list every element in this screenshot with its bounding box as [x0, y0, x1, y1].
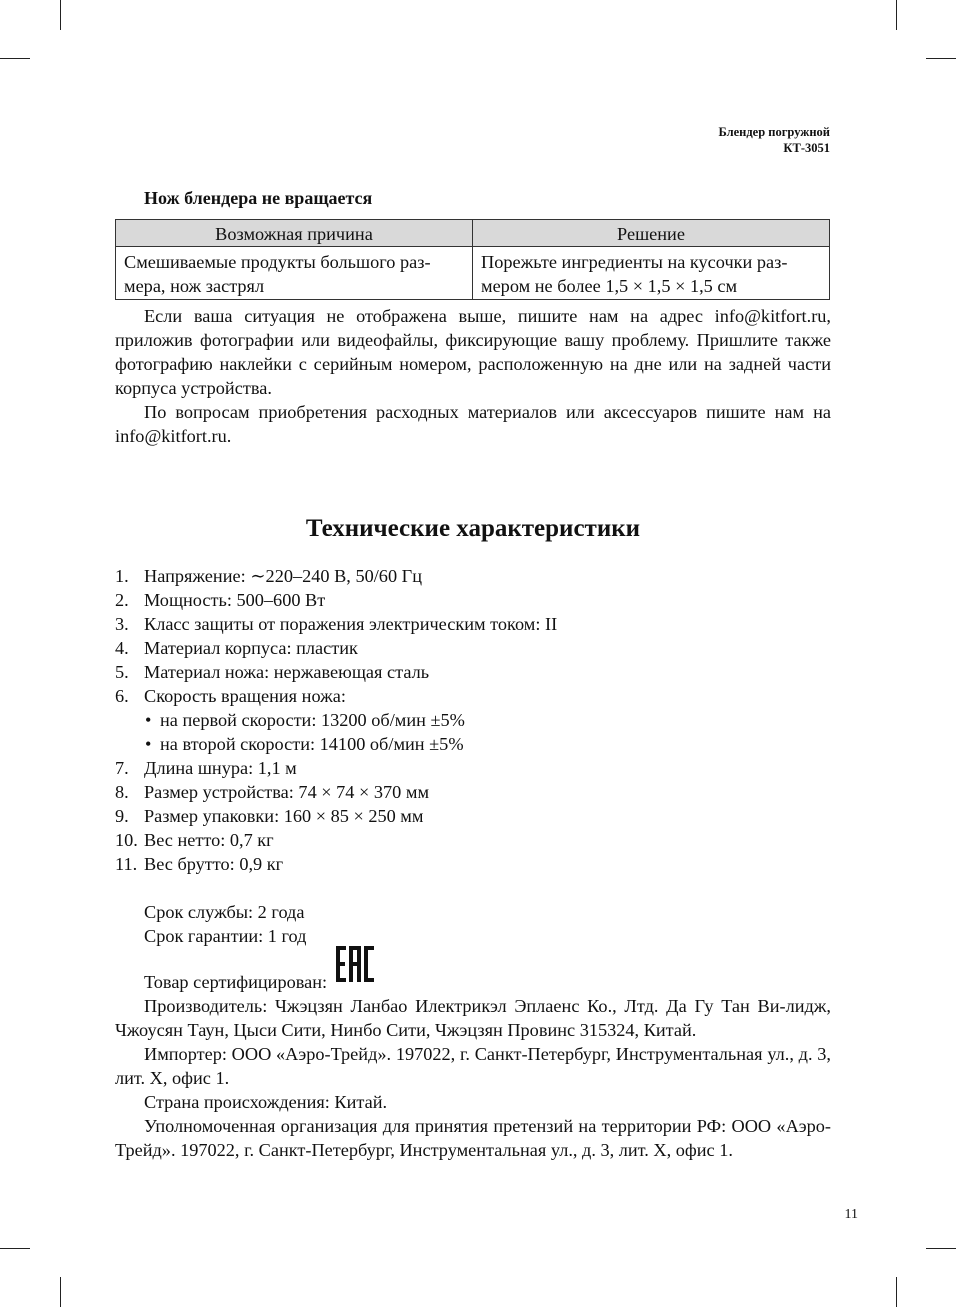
table-header-row	[116, 220, 830, 247]
troubleshooting-table	[115, 219, 830, 300]
header-model: КТ-3051	[783, 141, 830, 155]
spec-list	[115, 564, 831, 708]
spec-item: 11. Вес брутто: 0,9 кг	[115, 854, 284, 874]
page-number: 11	[844, 1207, 858, 1222]
spec-item: 5. Материал ножа: нержавеющая сталь	[115, 662, 430, 682]
header-product: Блендер погружной	[718, 125, 830, 139]
manufacturer-info: Производитель: Чжэцзян Ланбао Илектрикэл Эплаенс Ко., Лтд. Да Гу Тан Ви-лидж, Чжоусян Таун, Цыси Сити, Нинбо Сити, Чжэцзян Провинс 315324, Китай.	[115, 996, 831, 1040]
crop-mark	[60, 1277, 61, 1307]
speed-item: • на первой скорости: 13200 об/мин ±5%	[145, 710, 465, 730]
service-info	[115, 900, 831, 1162]
section-title: Нож блендера не вращается	[144, 188, 373, 208]
contact-paragraph: Если ваша ситуация не отображена выше, пишите нам на адрес info@kitfort.ru, приложив фотографии или видеофайлы, фиксирующие вашу проблему. Пришлите также фотографию наклейки с серийным номером, расположенную на дне или на задней части корпуса устройства.	[115, 306, 831, 398]
spec-item: 7. Длина шнура: 1,1 м	[115, 758, 297, 778]
crop-mark	[0, 1248, 30, 1249]
spec-item: 4. Материал корпуса: пластик	[115, 638, 358, 658]
table-row	[116, 247, 830, 300]
bullet-icon: •	[145, 710, 152, 730]
spec-item: 3. Класс защиты от поражения электрическим током: II	[115, 614, 558, 634]
page-content	[115, 186, 831, 1162]
eac-mark-icon	[335, 945, 375, 989]
running-header	[718, 124, 830, 156]
speed-sublist	[115, 708, 831, 756]
spec-item: 6. Скорость вращения ножа:	[115, 686, 346, 706]
spec-item: 1. Напряжение: ∼220–240 В, 50/60 Гц	[115, 566, 423, 586]
spec-item: 8. Размер устройства: 74 × 74 × 370 мм	[115, 782, 430, 802]
crop-mark	[926, 1248, 956, 1249]
crop-mark	[0, 58, 30, 59]
certification-label: Товар сертифицирован:	[144, 972, 328, 992]
spec-item: 9. Размер упаковки: 160 × 85 × 250 мм	[115, 806, 424, 826]
table-cell-cause: Смешиваемые продукты большого раз-мера, нож застрял	[116, 247, 473, 300]
certification-row	[115, 948, 831, 994]
authorized-organization: Уполномоченная организация для принятия претензий на территории РФ: ООО «Аэро-Трейд». 197022, г. Санкт-Петербург, Инструментальная ул., д. 3, лит. Х, офис 1.	[115, 1116, 831, 1160]
tech-specs-title: Технические характеристики	[305, 515, 641, 542]
country-of-origin: Страна происхождения: Китай.	[144, 1092, 388, 1112]
speed-item: • на второй скорости: 14100 об/мин ±5%	[145, 734, 464, 754]
bullet-icon: •	[145, 734, 152, 754]
spec-item: 2. Мощность: 500–600 Вт	[115, 590, 326, 610]
table-cell-solution: Порежьте ингредиенты на кусочки раз-мером не более 1,5 × 1,5 × 1,5 см	[473, 247, 830, 300]
crop-mark	[60, 0, 61, 30]
warranty-period: Срок гарантии: 1 год	[144, 926, 307, 946]
service-life: Срок службы: 2 года	[144, 902, 305, 922]
spec-item: 10. Вес нетто: 0,7 кг	[115, 830, 274, 850]
column-header-solution: Решение	[473, 220, 830, 247]
column-header-cause: Возможная причина	[116, 220, 473, 247]
crop-mark	[896, 1277, 897, 1307]
accessories-paragraph: По вопросам приобретения расходных материалов или аксессуаров пишите нам на info@kitfort.ru.	[115, 402, 831, 446]
crop-mark	[926, 58, 956, 59]
crop-mark	[896, 0, 897, 30]
spec-list-continued	[115, 756, 831, 876]
importer-info: Импортер: ООО «Аэро-Трейд». 197022, г. Санкт-Петербург, Инструментальная ул., д. 3, лит. Х, офис 1.	[115, 1044, 831, 1088]
